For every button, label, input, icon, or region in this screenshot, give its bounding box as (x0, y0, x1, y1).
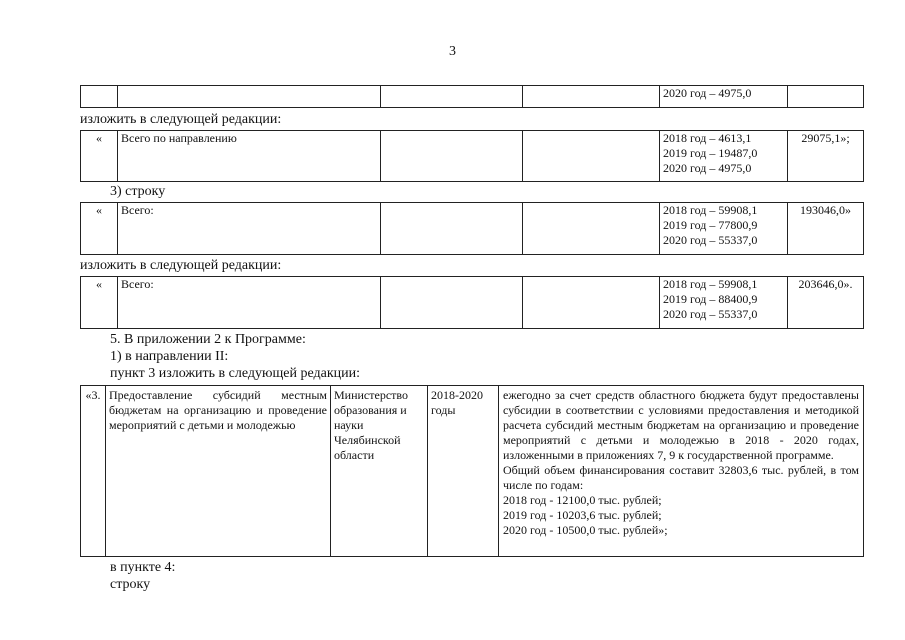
quote-cell: « (81, 203, 118, 255)
total-cell: 29075,1»; (788, 131, 864, 182)
cell-empty (523, 203, 660, 255)
years-cell: 2018 год – 59908,1 2019 год – 88400,9 2020 год – 55337,0 (660, 277, 788, 329)
cell-empty (523, 131, 660, 182)
paragraph: 1) в направлении II: (110, 349, 229, 364)
paragraph: 5. В приложении 2 к Программе: (110, 332, 306, 347)
name-cell: Всего: (118, 203, 381, 255)
financing-2020: 2020 год - 10500,0 тыс. рублей»; (503, 523, 668, 537)
cell-empty (788, 86, 864, 108)
name-cell: Всего по направлению (118, 131, 381, 182)
quote-cell: « (81, 277, 118, 329)
paragraph: пункт 3 изложить в следующей редакции: (110, 366, 360, 381)
table-row-fragment (80, 85, 864, 108)
description-text: ежегодно за счет средств областного бюджета будут предоставлены субсидии в соответствии с условиями предоставления и методикой расчета субсидий местным бюджетам на организацию и проведение мероприятий с детьми и молодежью в 2018 - 2020 годах, изложенными в приложениях 7, 9 к государственной программе. (503, 388, 859, 462)
paragraph: в пункте 4: (110, 560, 176, 575)
item-name-cell: Предоставление субсидий местным бюджетам на организацию и проведение мероприятий с детьми и молодежью (106, 386, 331, 557)
financing-2019: 2019 год - 10203,6 тыс. рублей; (503, 508, 662, 522)
table-total-direction (80, 130, 864, 182)
financing-text: Общий объем финансирования составит 32803,6 тыс. рублей, в том числе по годам: (503, 463, 859, 492)
period-cell: 2018-2020 годы (428, 386, 499, 557)
cell-empty (381, 203, 523, 255)
paragraph: строку (110, 577, 151, 592)
quote-cell: « (81, 131, 118, 182)
total-cell: 203646,0». (788, 277, 864, 329)
page-number: 3 (449, 44, 456, 59)
years-cell: 2018 год – 59908,1 2019 год – 77800,9 2020 год – 55337,0 (660, 203, 788, 255)
years-cell: 2018 год – 4613,1 2019 год – 19487,0 2020 год – 4975,0 (660, 131, 788, 182)
table-total-new (80, 276, 864, 329)
paragraph: изложить в следующей редакции: (80, 258, 282, 273)
name-cell: Всего: (118, 277, 381, 329)
cell-empty (81, 86, 118, 108)
description-cell (499, 386, 864, 557)
item-number-cell: «3. (81, 386, 106, 557)
table-total-old (80, 202, 864, 255)
cell-empty (381, 86, 523, 108)
cell-empty (118, 86, 381, 108)
paragraph: изложить в следующей редакции: (80, 112, 282, 127)
total-cell: 193046,0» (788, 203, 864, 255)
years-cell: 2020 год – 4975,0 (660, 86, 788, 108)
cell-empty (523, 277, 660, 329)
cell-empty (523, 86, 660, 108)
cell-empty (381, 277, 523, 329)
table-item-3 (80, 385, 864, 557)
paragraph: 3) строку (110, 184, 166, 199)
financing-2018: 2018 год - 12100,0 тыс. рублей; (503, 493, 662, 507)
cell-empty (381, 131, 523, 182)
organization-cell: Министерство образования и науки Челябинской области (331, 386, 428, 557)
